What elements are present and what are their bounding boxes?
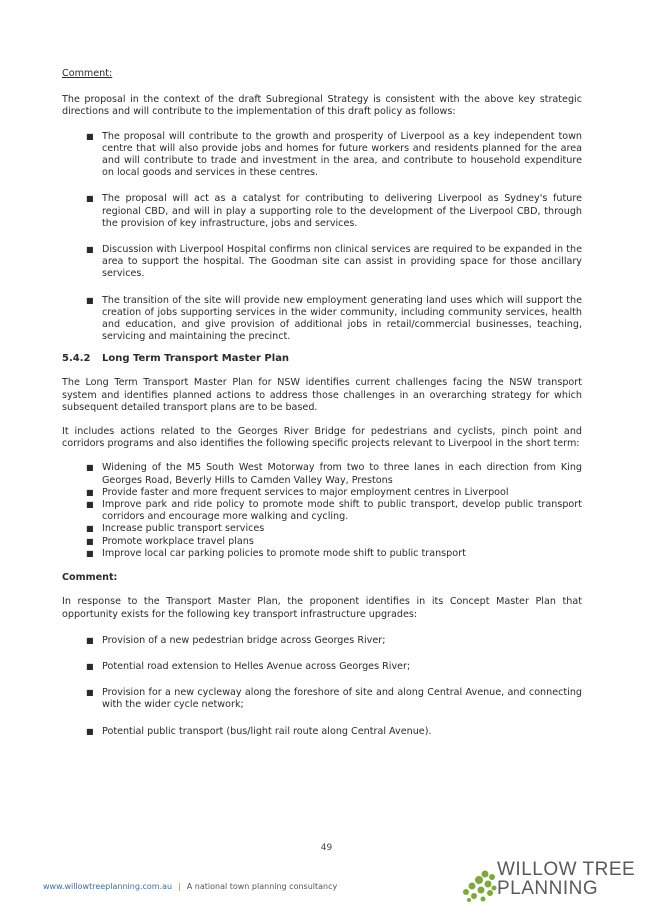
bullet-icon: ■ [86,500,94,510]
bullet-icon: ■ [86,463,94,473]
list-item: ■ Improve park and ride policy to promote mode shift to public transport, develop public transport corridors and encourage more walking and cycling. [86,499,582,523]
footer-separator: | [178,882,181,891]
intro-paragraph: The proposal in the context of the draft Subregional Strategy is consistent with the above key strategic directions and will contribute to the implementation of this draft policy as follows: [62,94,582,118]
page-content [62,68,582,752]
logo-line-1: WILLOW TREE [497,859,636,880]
transport-paragraph-2: It includes actions related to the Georges River Bridge for pedestrians and cyclists, pinch point and corridors programs and also identifies the following specific projects relevant to Liverpool in the short term: [62,426,582,450]
comment-heading-2: Comment: [62,572,118,584]
bullet-icon: ■ [86,524,94,534]
list-item: ■ Provide faster and more frequent services to major employment centres in Liverpool [86,486,509,498]
bullet-icon: ■ [86,688,94,698]
list-item: ■ Increase public transport services [86,523,265,535]
bullet-icon: ■ [86,548,94,558]
list-item: ■ Provision for a new cycleway along the foreshore of site and along Central Avenue, and connecting with the wider cycle network; [86,687,582,711]
response-paragraph: In response to the Transport Master Plan, the proponent identifies in its Concept Master Plan that opportunity exists for the following key transport infrastructure upgrades: [62,596,582,620]
list-item: ■ The transition of the site will provide new employment generating land uses which will support the creation of jobs supporting services in the wider community, including community services, health and education, and give provision of additional jobs in retail/commercial businesses, teaching, servicing and maintaining the precinct. [86,294,582,343]
bullet-icon: ■ [86,295,94,305]
list-item: ■ The proposal will act as a catalyst for contributing to delivering Liverpool as Sydney's future regional CBD, and will in play a supporting role to the development of the Liverpool CBD, through the provision of key infrastructure, jobs and services. [86,193,582,229]
page-number: 49 [320,843,333,853]
transport-bullet-list [62,462,582,560]
bullet-icon: ■ [86,536,94,546]
bullet-icon: ■ [86,661,94,671]
bullet-icon: ■ [86,487,94,497]
bullet-icon: ■ [86,245,94,255]
footer [43,882,337,891]
website-link[interactable]: www.willowtreeplanning.com.au [43,882,173,891]
policy-bullet-list [62,131,582,344]
transport-paragraph-1: The Long Term Transport Master Plan for NSW identifies current challenges facing the NSW transport system and identifies planned actions to address those challenges in an overarching strategy for which subsequent detailed transport plans are to be based. [62,377,582,413]
section-number: 5.4.2 [62,353,91,365]
bullet-icon: ■ [86,726,94,736]
list-item: ■ Potential road extension to Helles Avenue across Georges River; [86,660,411,672]
section-heading [62,353,582,365]
upgrade-bullet-list [62,635,582,738]
bullet-icon: ■ [86,194,94,204]
comment-heading: Comment: [62,68,113,79]
list-item: ■ The proposal will contribute to the growth and prosperity of Liverpool as a key independent town centre that will also provide jobs and homes for future workers and residents planned for the area and will contribute to trade and investment in the area, and contribute to household expenditure on local goods and services in these centres. [86,130,582,179]
company-logo [497,860,635,898]
list-item: ■ Provision of a new pedestrian bridge across Georges River; [86,634,386,646]
list-item: ■ Widening of the M5 South West Motorway from two to three lanes in each direction from King Georges Road, Beverly Hills to Camden Valley Way, Prestons [86,462,582,486]
bullet-icon: ■ [86,635,94,645]
logo-line-2: PLANNING [497,878,599,899]
bullet-icon: ■ [86,131,94,141]
section-title: Long Term Transport Master Plan [102,353,290,365]
list-item: ■ Discussion with Liverpool Hospital confirms non clinical services are required to be expanded in the area to support the hospital. The Goodman site can assist in providing space for those ancillary services. [86,244,582,280]
list-item: ■ Promote workplace travel plans [86,535,254,547]
footer-tagline: A national town planning consultancy [186,882,338,891]
list-item: ■ Potential public transport (bus/light rail route along Central Avenue). [86,725,432,737]
list-item: ■ Improve local car parking policies to promote mode shift to public transport [86,547,466,559]
